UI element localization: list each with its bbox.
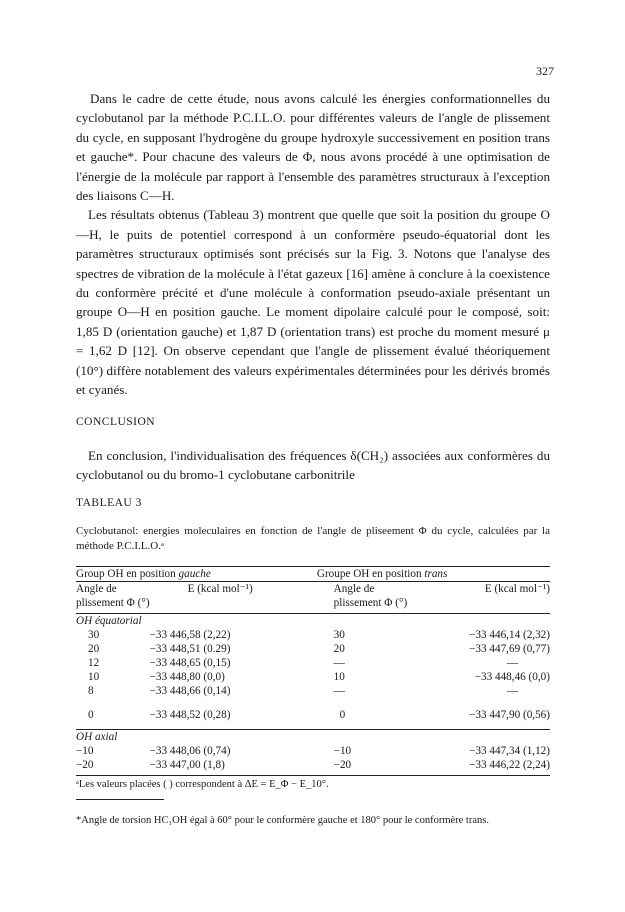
table-group-header-row bbox=[76, 567, 550, 581]
footnote-rule bbox=[76, 799, 164, 800]
table-row: 0 −33 448,52 (0,28) 0 −33 447,90 (0,56) bbox=[88, 709, 550, 722]
table-row: 10 −33 448,80 (0,0) 10 −33 448,46 (0,0) bbox=[88, 671, 550, 684]
paragraph-intro: Dans le cadre de cette étude, nous avons calculé les énergies conformationnelles du cyclobutanol par la méthode P.C.I.L.O. pour différentes valeurs de l'angle de plissement du cycle, en supposant l'hydrogène du groupe hydroxyle successivement en position trans et gauche*. Pour chacune des valeurs de Φ, nous avons procédé à une optimisation de l'énergie de la molécule par rapport à l'ensemble des paramètres structuraux à l'exception des liaisons C—H. bbox=[76, 91, 550, 204]
col-header-angle-trans: Angle de plissement Φ (°) bbox=[333, 583, 408, 610]
paragraph-conclusion: En conclusion, l'individualisation des fréquences δ(CH₂) associées aux conformères du cyclobutanol ou du bromo-1 cyclobutane carbonitrile bbox=[76, 447, 550, 482]
table-label: TABLEAU 3 bbox=[76, 497, 142, 510]
table-row: 20 −33 448,51 (0.29) 20 −33 447,69 (0,77) bbox=[88, 643, 550, 656]
table-caption: Cyclobutanol: energies moleculaires en fonction de l'angle de pliseement Φ du cycle, calculées par la méthode P.C.I.L.O.ᵃ bbox=[76, 525, 550, 553]
page-footnote: *Angle de torsion HC₁OH égal à 60° pour le conformère gauche et 180° pour le conformère trans. bbox=[76, 815, 489, 827]
table-row: 30 −33 446,58 (2,22) 30 −33 446,14 (2,32) bbox=[88, 629, 550, 642]
column-header-row bbox=[76, 582, 550, 610]
page-number: 327 bbox=[536, 64, 554, 78]
col-header-angle-gauche: Angle de plissement Φ (°) bbox=[76, 583, 150, 610]
group-header-trans: Groupe OH en position trans bbox=[316, 568, 448, 581]
data-table-body bbox=[76, 582, 550, 772]
section-axial-row bbox=[76, 730, 550, 744]
group-header-gauche: Group OH en position gauche bbox=[76, 568, 211, 581]
section-axial-label: OH axial bbox=[76, 731, 118, 744]
data-table bbox=[76, 567, 550, 581]
col-header-energy-gauche: E (kcal mol⁻¹) bbox=[187, 583, 253, 596]
col-header-energy-trans: E (kcal mol⁻¹) bbox=[484, 583, 550, 596]
conclusion-heading: CONCLUSION bbox=[76, 415, 156, 428]
section-equatorial-label: OH équatorial bbox=[76, 615, 142, 628]
table-row: 8 −33 448,66 (0,14) — — bbox=[88, 685, 518, 698]
table-row: 12 −33 448,65 (0,15) — — bbox=[88, 657, 518, 670]
table-row: −10 −33 448,06 (0,74) −10 −33 447,34 (1,12) bbox=[76, 745, 550, 758]
table-footnote: ᵃLes valeurs placées ( ) correspondent à ΔE = E_Φ − E_10°. bbox=[76, 779, 329, 791]
section-equatorial-row bbox=[76, 614, 550, 628]
paragraph-results: Les résultats obtenus (Tableau 3) montrent que quelle que soit la position du groupe O—H, le puits de potentiel correspond à un conformère pseudo-équatorial dont les paramètres structuraux optimisés sont précisés sur la Fig. 3. Notons que l'analyse des spectres de vibration de la molécule à l'état gazeux [16] amène à conclure à la coexistence du conformère précité et d'une molécule à conformation pseudo-axiale présentant un groupe O—H en position gauche. Le moment dipolaire calculé pour le composé, soit: 1,85 D (orientation gauche) et 1,87 D (orientation trans) est proche du moment mesuré μ = 1,62 D [12]. On observe cependant que l'angle de plissement évalué théoriquement (10°) diffère notablement des valeurs expérimentales déterminées pour les dérivés bromés et cyanés. bbox=[76, 207, 550, 398]
table-row: −20 −33 447,00 (1,8) −20 −33 446,22 (2,24) bbox=[76, 759, 550, 772]
table-bottom-rule bbox=[76, 775, 550, 776]
body-text bbox=[76, 89, 550, 828]
